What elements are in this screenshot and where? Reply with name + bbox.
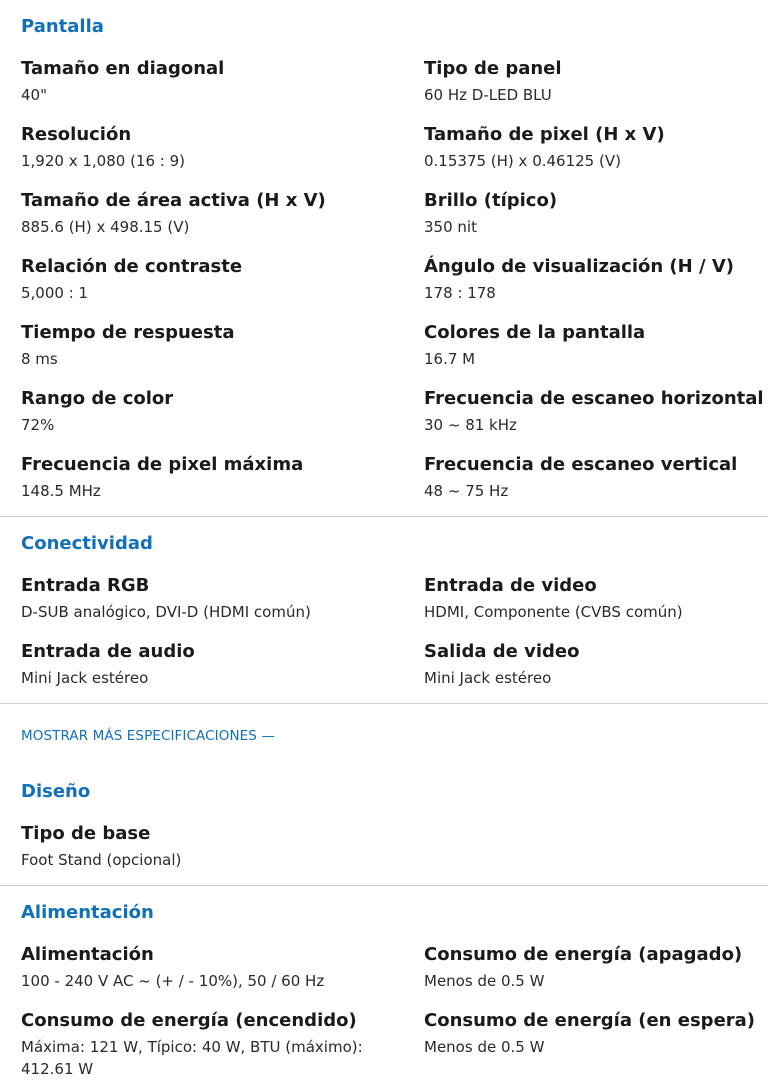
spec-value: 148.5 MHz [21,482,101,500]
spec-item [424,641,747,707]
spec-item [21,322,424,388]
spec-value: 350 nit [424,218,477,236]
section-title-display: Pantalla [21,16,104,37]
spec-value: Menos de 0.5 W [424,972,545,990]
section-display [0,0,768,520]
spec-label: Frecuencia de pixel máxima [21,454,304,475]
spec-grid-power [21,944,756,1080]
spec-value: HDMI, Componente (CVBS común) [424,603,683,621]
spec-item [424,322,764,388]
spec-item [424,256,764,322]
spec-value: 885.6 (H) x 498.15 (V) [21,218,190,236]
spec-label: Tiempo de respuesta [21,322,235,343]
spec-label: Consumo de energía (en espera) [424,1010,756,1031]
spec-item [21,944,424,1010]
spec-item [21,1010,424,1080]
spec-item [21,58,424,124]
spec-item [21,124,424,190]
section-title-connectivity: Conectividad [21,533,153,554]
spec-item [424,190,764,256]
spec-label: Consumo de energía (apagado) [424,944,743,965]
spec-value: 178 : 178 [424,284,496,302]
spec-label: Entrada RGB [21,575,150,596]
spec-value: 1,920 x 1,080 (16 : 9) [21,152,185,170]
spec-label: Alimentación [21,944,154,965]
spec-label: Tipo de base [21,823,151,844]
spec-grid-design [21,823,747,889]
spec-value: Foot Stand (opcional) [21,851,182,869]
spec-value: Mini Jack estéreo [21,669,149,687]
spec-label: Tamaño en diagonal [21,58,225,79]
spec-value: Menos de 0.5 W [424,1038,545,1056]
more-specs-row [0,704,768,761]
spec-label: Consumo de energía (encendido) [21,1010,357,1031]
spec-item [424,1010,755,1076]
show-more-specs-link[interactable]: MOSTRAR MÁS ESPECIFICACIONES — [21,728,275,744]
spec-value: 8 ms [21,350,58,368]
spec-label: Frecuencia de escaneo vertical [424,454,738,475]
spec-label: Rango de color [21,388,174,409]
spec-label: Tamaño de pixel (H x V) [424,124,665,145]
spec-label: Colores de la pantalla [424,322,646,343]
spec-value: 5,000 : 1 [21,284,89,302]
spec-value: 16.7 M [424,350,476,368]
spec-value: 0.15375 (H) x 0.46125 (V) [424,152,621,170]
spec-grid-display [21,58,764,520]
spec-label: Ángulo de visualización (H / V) [424,256,734,277]
spec-value: 48 ~ 75 Hz [424,482,509,500]
spec-label: Brillo (típico) [424,190,558,211]
spec-item [424,58,764,124]
spec-item [424,454,764,520]
spec-value: 72% [21,416,55,434]
spec-label: Resolución [21,124,132,145]
spec-item [21,575,424,641]
spec-label: Tipo de panel [424,58,562,79]
spec-item [424,575,747,641]
spec-item [21,823,424,889]
spec-grid-connectivity [21,575,747,707]
spec-label: Relación de contraste [21,256,243,277]
spec-label: Entrada de video [424,575,597,596]
spec-item [424,124,764,190]
section-power [0,886,768,1080]
spec-value: 40" [21,86,47,104]
spec-value: 30 ~ 81 kHz [424,416,517,434]
spec-item [21,641,424,707]
section-connectivity [0,517,768,707]
spec-value: Mini Jack estéreo [424,669,552,687]
section-design [0,761,768,889]
spec-item [424,388,764,454]
spec-label: Entrada de audio [21,641,195,662]
spec-label: Salida de video [424,641,580,662]
section-title-power: Alimentación [21,902,154,923]
spec-item [424,944,755,1010]
spec-item [21,190,424,256]
spec-label: Tamaño de área activa (H x V) [21,190,326,211]
spec-value: D-SUB analógico, DVI-D (HDMI común) [21,603,311,621]
spec-label: Frecuencia de escaneo horizontal [424,388,764,409]
spec-value: 60 Hz D-LED BLU [424,86,552,104]
spec-item [21,454,424,520]
spec-item [21,256,424,322]
section-title-design: Diseño [21,781,91,802]
spec-value: 100 - 240 V AC ~ (+ / - 10%), 50 / 60 Hz [21,972,325,990]
spec-value: Máxima: 121 W, Típico: 40 W, BTU (máximo): 412.61 W [21,1038,363,1078]
spec-item [21,388,424,454]
